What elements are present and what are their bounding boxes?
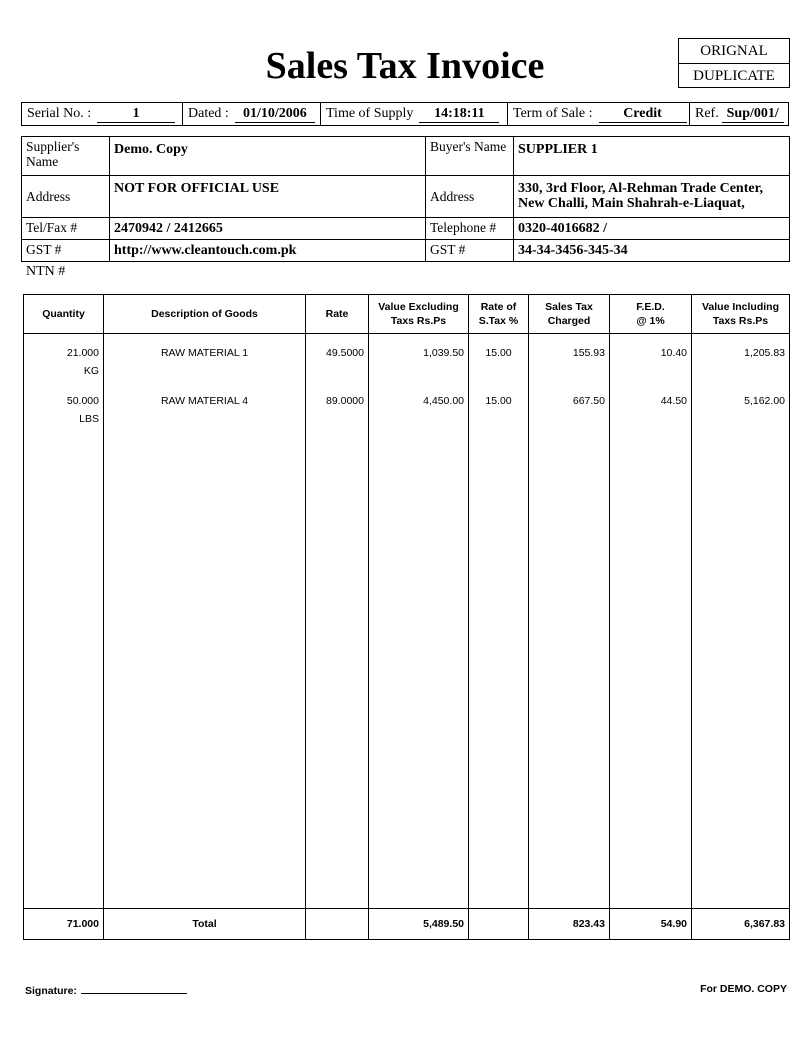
signature-underline bbox=[81, 983, 187, 994]
col-sales-tax-line2: Charged bbox=[547, 315, 591, 327]
col-tax-rate bbox=[469, 295, 529, 334]
ntn-label: NTN # bbox=[26, 264, 66, 279]
item-fed: 10.40 bbox=[660, 347, 687, 359]
buyer-address-line2: New Challi, Main Shahrah-e-Liaquat, bbox=[518, 196, 745, 211]
party-details-table bbox=[21, 136, 790, 262]
supplier-name: Demo. Copy bbox=[110, 137, 426, 176]
dated-cell bbox=[183, 103, 321, 125]
term-value: Credit bbox=[599, 106, 687, 123]
ref-value: Sup/001/ bbox=[722, 106, 784, 123]
total-value-excl: 5,489.50 bbox=[369, 909, 469, 940]
supplier-address-label: Address bbox=[22, 176, 110, 218]
item-value-excl: 1,039.50 bbox=[423, 347, 464, 359]
description-column bbox=[104, 334, 306, 909]
item-rate: 49.5000 bbox=[326, 347, 364, 359]
item-tax-rate: 15.00 bbox=[485, 395, 512, 407]
buyer-address-line1: 330, 3rd Floor, Al-Rehman Trade Center, bbox=[518, 181, 763, 196]
buyer-address bbox=[514, 176, 790, 218]
total-value-incl: 6,367.83 bbox=[692, 909, 790, 940]
for-company-label: For DEMO. COPY bbox=[700, 983, 787, 995]
item-tax-rate: 15.00 bbox=[485, 347, 512, 359]
list-item bbox=[28, 344, 99, 392]
col-fed-line2: @ 1% bbox=[636, 315, 665, 327]
ref-cell bbox=[690, 103, 788, 125]
col-quantity: Quantity bbox=[24, 295, 104, 334]
item-rate: 89.0000 bbox=[326, 395, 364, 407]
col-fed bbox=[610, 295, 692, 334]
buyer-name-label: Buyer's Name bbox=[426, 137, 514, 176]
original-label: ORIGNAL bbox=[700, 43, 768, 59]
item-description: RAW MATERIAL 1 bbox=[160, 347, 249, 359]
term-cell bbox=[508, 103, 690, 125]
supplier-address: NOT FOR OFFICIAL USE bbox=[110, 176, 426, 218]
item-description: RAW MATERIAL 4 bbox=[160, 395, 249, 407]
item-sales-tax: 667.50 bbox=[572, 395, 605, 407]
total-tax-rate-empty bbox=[469, 909, 529, 940]
signature-line bbox=[25, 983, 187, 997]
dated-label: Dated : bbox=[188, 106, 229, 121]
col-description: Description of Goods bbox=[104, 295, 306, 334]
time-label: Time of Supply bbox=[326, 106, 414, 121]
item-unit: KG bbox=[83, 365, 99, 377]
tax-rate-column bbox=[469, 334, 529, 909]
supplier-tel: 2470942 / 2412665 bbox=[110, 218, 426, 240]
list-item bbox=[28, 392, 99, 440]
duplicate-label: DUPLICATE bbox=[679, 63, 789, 88]
buyer-address-label: Address bbox=[426, 176, 514, 218]
item-value-incl: 1,205.83 bbox=[744, 347, 785, 359]
supplier-tel-label: Tel/Fax # bbox=[22, 218, 110, 240]
col-tax-rate-line2: S.Tax % bbox=[478, 315, 519, 327]
qty-column bbox=[24, 334, 104, 909]
buyer-gst-label: GST # bbox=[426, 240, 514, 262]
buyer-gst: 34-34-3456-345-34 bbox=[514, 240, 790, 262]
serial-label: Serial No. : bbox=[27, 106, 92, 121]
item-qty: 50.000 bbox=[66, 395, 99, 407]
items-table bbox=[23, 294, 790, 940]
item-fed: 44.50 bbox=[660, 395, 687, 407]
fed-column bbox=[610, 334, 692, 909]
col-sales-tax bbox=[529, 295, 610, 334]
total-row bbox=[24, 909, 790, 940]
signature-label: Signature: bbox=[25, 985, 77, 997]
invoice-title: Sales Tax Invoice bbox=[265, 45, 545, 87]
total-fed: 54.90 bbox=[610, 909, 692, 940]
supplier-name-label: Supplier's Name bbox=[22, 137, 110, 176]
serial-cell bbox=[22, 103, 183, 125]
col-value-excl-line2: Taxs Rs.Ps bbox=[390, 315, 447, 327]
value-excl-column bbox=[369, 334, 469, 909]
supplier-gst-label: GST # bbox=[22, 240, 110, 262]
total-sales-tax: 823.43 bbox=[529, 909, 610, 940]
col-value-incl-line1: Value Including bbox=[701, 301, 779, 313]
term-label: Term of Sale : bbox=[513, 106, 593, 121]
copy-type-box bbox=[678, 38, 790, 88]
col-tax-rate-line1: Rate of bbox=[480, 301, 517, 313]
items-body-row bbox=[24, 334, 790, 909]
col-value-including bbox=[692, 295, 790, 334]
time-cell bbox=[321, 103, 508, 125]
time-value: 14:18:11 bbox=[419, 106, 499, 123]
item-unit: LBS bbox=[79, 413, 99, 425]
buyer-tel-label: Telephone # bbox=[426, 218, 514, 240]
col-sales-tax-line1: Sales Tax bbox=[545, 301, 593, 313]
rate-column bbox=[306, 334, 369, 909]
buyer-tel: 0320-4016682 / bbox=[514, 218, 790, 240]
item-value-incl: 5,162.00 bbox=[744, 395, 785, 407]
dated-value: 01/10/2006 bbox=[235, 106, 315, 123]
sales-tax-column bbox=[529, 334, 610, 909]
serial-value: 1 bbox=[97, 106, 175, 123]
col-value-incl-line2: Taxs Rs.Ps bbox=[712, 315, 769, 327]
col-value-excl-line1: Value Excluding bbox=[378, 301, 459, 313]
total-rate-empty bbox=[306, 909, 369, 940]
col-value-excluding bbox=[369, 295, 469, 334]
total-qty: 71.000 bbox=[24, 909, 104, 940]
item-value-excl: 4,450.00 bbox=[423, 395, 464, 407]
invoice-meta-row bbox=[21, 102, 789, 126]
items-header-row bbox=[24, 295, 790, 334]
item-sales-tax: 155.93 bbox=[572, 347, 605, 359]
ref-label: Ref. bbox=[695, 106, 719, 121]
col-fed-line1: F.E.D. bbox=[636, 301, 665, 313]
value-incl-column bbox=[692, 334, 790, 909]
col-rate: Rate bbox=[306, 295, 369, 334]
total-label: Total bbox=[104, 909, 306, 940]
supplier-gst: http://www.cleantouch.com.pk bbox=[110, 240, 426, 262]
item-qty: 21.000 bbox=[66, 347, 99, 359]
buyer-name: SUPPLIER 1 bbox=[514, 137, 790, 176]
